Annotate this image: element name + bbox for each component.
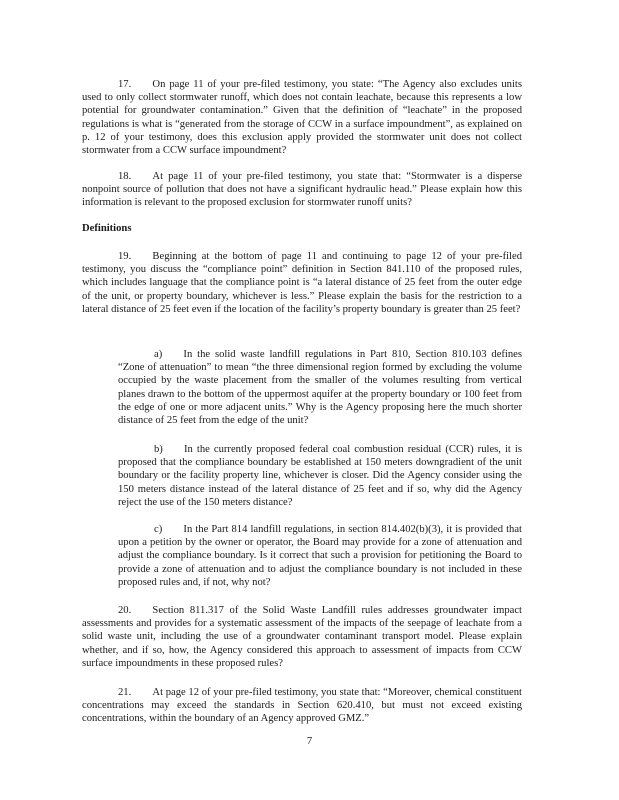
paragraph-19: 19. Beginning at the bottom of page 11 and continuing to page 12 of your pre-filed testimony, you discuss the “compliance point” definition in Section 841.110 of the proposed rules, which includes language that the compliance point is “a lateral distance of 25 feet from the outer edge of the unit, or property boundary, whichever is less.” Please explain the basis for the restriction to a lateral distance of 25 feet even if the location of the facility’s property boundary is greater than 25 feet? (82, 251, 522, 315)
paragraph-21: 21. At page 12 of your pre-filed testimony, you state that: “Moreover, chemical constituent concentrations may exceed the standards in Section 620.410, but must not exceed existing concentrations, within the boundary of an Agency approved GMZ.” (82, 687, 522, 725)
page-number: 7 (306, 736, 313, 747)
paragraph-19a: a) In the solid waste landfill regulations in Part 810, Section 810.103 defines “Zone of attenuation” to mean “the three dimensional region formed by excluding the volume occupied by the waste placement from the smaller of the volumes resulting from vertical planes drawn to the bottom of the uppermost aquifer at the property boundary or 100 feet from the edge of one or more adjacent units.” Why is the Agency proposing here the much shorter distance of 25 feet from the edge of the unit? (118, 349, 522, 427)
paragraph-19b: b) In the currently proposed federal coal combustion residual (CCR) rules, it is proposed that the compliance boundary be established at 150 meters downgradient of the unit boundary or the facility property line, whichever is closer. Did the Agency consider using the 150 meters distance instead of the lateral distance of 25 feet and if so, why did the Agency reject the use of the 150 meters distance? (118, 444, 522, 508)
section-heading-definitions: Definitions (82, 223, 132, 234)
paragraph-18: 18. At page 11 of your pre-filed testimony, you state that: “Stormwater is a disperse nonpoint source of pollution that does not have a significant hydraulic head.” Please explain how this information is relevant to the proposed exclusion for stormwater runoff units? (82, 171, 522, 209)
paragraph-19c: c) In the Part 814 landfill regulations, in section 814.402(b)(3), it is provided that upon a petition by the owner or operator, the Board may provide for a zone of attenuation and adjust the compliance boundary. Is it correct that such a provision for petitioning the Board to provide a zone of attenuation and to adjust the compliance boundary is not included in these proposed rules and, if not, why not? (118, 524, 522, 588)
paragraph-17: 17. On page 11 of your pre-filed testimony, you state: “The Agency also excludes units used to only collect stormwater runoff, which does not contain leachate, because this represents a low potential for groundwater contamination.” Given that the definition of “leachate” in the proposed regulations is what is “generated from the storage of CCW in a surface impoundment”, as explained on p. 12 of your testimony, does this exclusion apply provided the stormwater unit does not collect stormwater from a CCW surface impoundment? (82, 79, 522, 157)
paragraph-20: 20. Section 811.317 of the Solid Waste Landfill rules addresses groundwater impact assessments and provides for a systematic assessment of the impacts of the seepage of leachate from a solid waste unit, including the use of a groundwater contaminant transport model. Please explain whether, and if so, how, the Agency considered this approach to assessment of impacts from CCW surface impoundments in these proposed rules? (82, 605, 522, 669)
